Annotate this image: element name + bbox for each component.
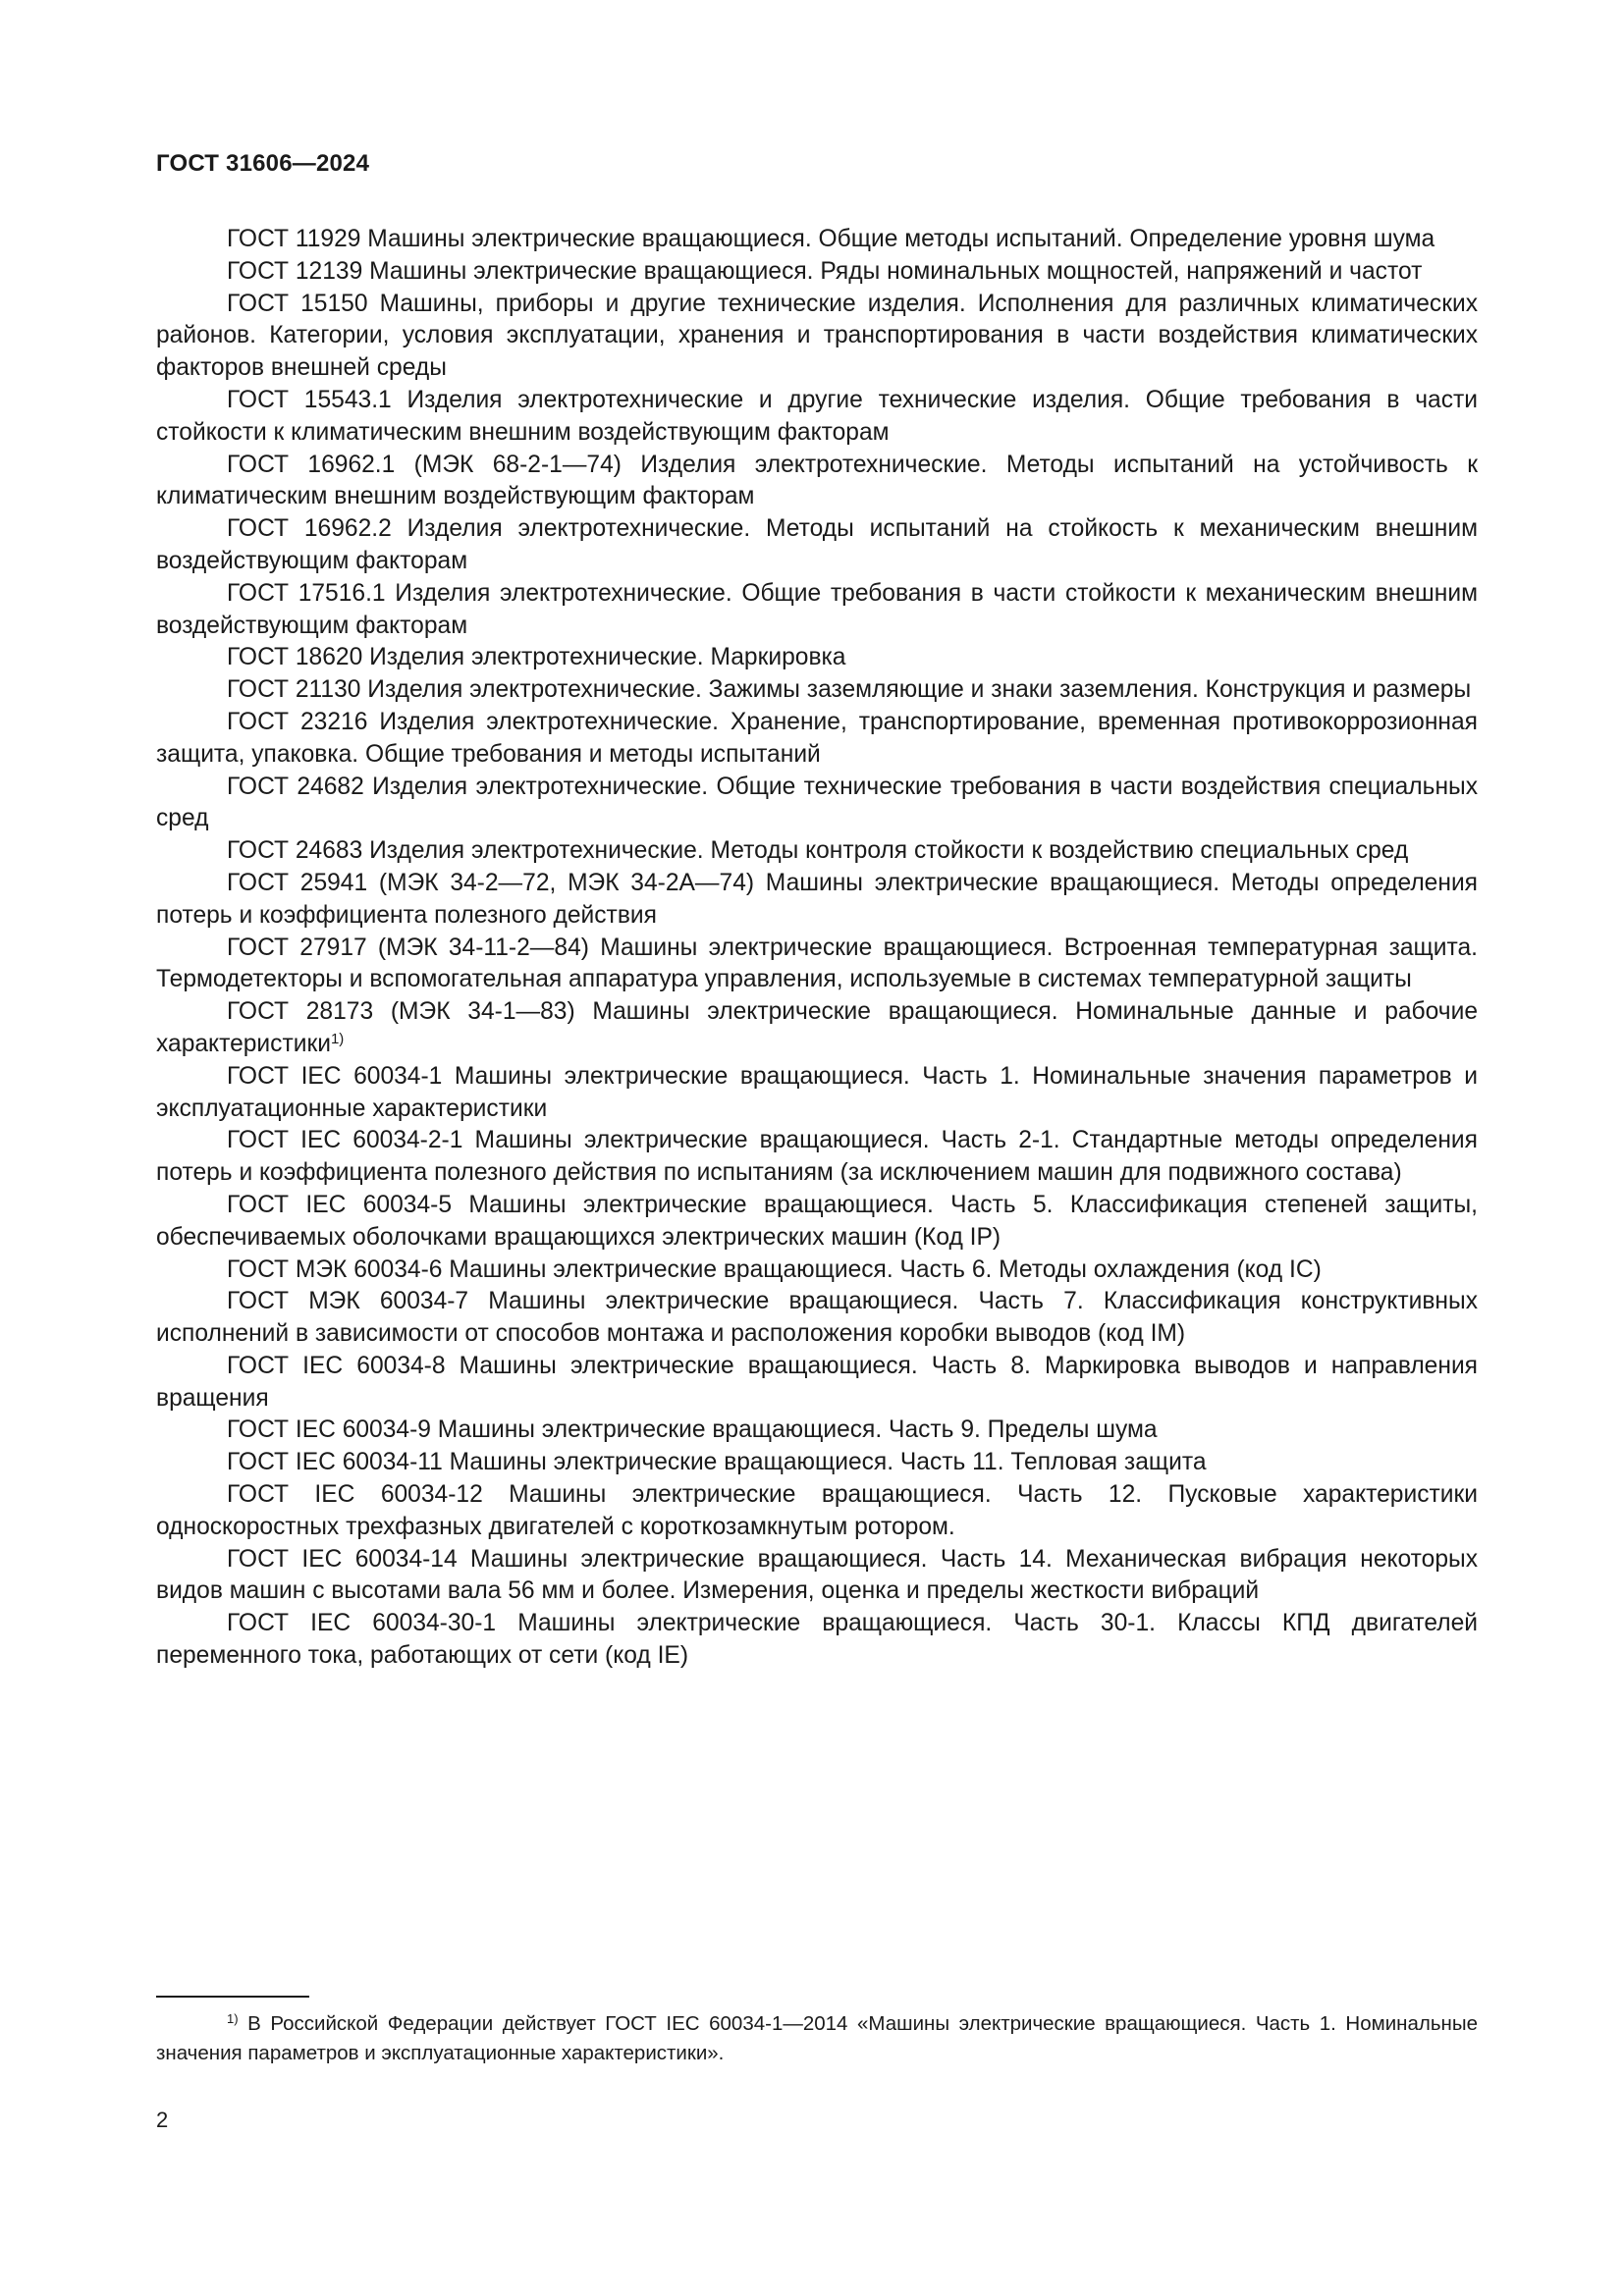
- reference-item: [156, 835, 1478, 868]
- reference-text: ГОСТ 16962.2 Изделия электротехнические. Методы испытаний на стойкость к механическим внешним воздействующим факторам: [156, 515, 1478, 574]
- reference-text: ГОСТ IEC 60034-14 Машины электрические вращающиеся. Часть 14. Механическая вибрация некоторых видов машин с высотами вала 56 мм и более. Измерения, оценка и пределы жесткости вибраций: [156, 1545, 1478, 1605]
- reference-text: ГОСТ IEC 60034-30-1 Машины электрические вращающиеся. Часть 30-1. Классы КПД двигателей переменного тока, работающих от сети (код IE): [156, 1610, 1478, 1670]
- reference-item: [156, 996, 1478, 1061]
- reference-item: [156, 1125, 1478, 1190]
- reference-item: [156, 1286, 1478, 1351]
- reference-text: ГОСТ 28173 (МЭК 34-1—83) Машины электрические вращающиеся. Номинальные данные и рабочие характеристики: [156, 998, 1478, 1057]
- document-header: ГОСТ 31606—2024: [156, 150, 370, 177]
- reference-text: ГОСТ МЭК 60034-6 Машины электрические вращающиеся. Часть 6. Методы охлаждения (код IC): [227, 1255, 1322, 1283]
- footnote-text: В Российской Федерации действует ГОСТ IEC 60034-1—2014 «Машины электрические вращающиеся. Часть 1. Номинальные значения параметров и эксплуатационные характеристики».: [156, 2012, 1478, 2064]
- reference-text: ГОСТ 11929 Машины электрические вращающиеся. Общие методы испытаний. Определение уровня шума: [227, 226, 1435, 252]
- reference-text: ГОСТ IEC 60034-9 Машины электрические вращающиеся. Часть 9. Пределы шума: [227, 1416, 1158, 1444]
- reference-item: [156, 1190, 1478, 1255]
- reference-item: [156, 513, 1478, 578]
- reference-item: [156, 289, 1478, 385]
- reference-item: [156, 868, 1478, 933]
- reference-text: ГОСТ 25941 (МЭК 34-2—72, МЭК 34-2А—74) Машины электрические вращающиеся. Методы определения потерь и коэффициента полезного действия: [156, 869, 1478, 929]
- footnote-reference: 1): [330, 1030, 345, 1047]
- reference-text: ГОСТ IEC 60034-1 Машины электрические вращающиеся. Часть 1. Номинальные значения параметров и эксплуатационные характеристики: [156, 1062, 1478, 1122]
- reference-item: [156, 674, 1478, 707]
- reference-item: [156, 642, 1478, 674]
- reference-item: [156, 1061, 1478, 1126]
- reference-item: [156, 1479, 1478, 1544]
- reference-text: ГОСТ IEC 60034-11 Машины электрические вращающиеся. Часть 11. Тепловая защита: [227, 1449, 1207, 1476]
- reference-item: [156, 1415, 1478, 1447]
- reference-text: ГОСТ 21130 Изделия электротехнические. Зажимы заземляющие и знаки заземления. Конструкция и размеры: [227, 676, 1472, 704]
- reference-text: ГОСТ IEC 60034-2-1 Машины электрические вращающиеся. Часть 2-1. Стандартные методы определения потерь и коэффициента полезного действия по испытаниям (за исключением машин для подвижного состава): [156, 1127, 1478, 1187]
- footnote-separator: [156, 1996, 309, 1998]
- footnote: [156, 2009, 1478, 2068]
- reference-item: [156, 1608, 1478, 1673]
- reference-item: [156, 1447, 1478, 1479]
- reference-item: [156, 1544, 1478, 1609]
- reference-item: [156, 1255, 1478, 1287]
- reference-item: [156, 578, 1478, 643]
- reference-item: [156, 707, 1478, 772]
- reference-item: [156, 772, 1478, 836]
- reference-text: ГОСТ 24683 Изделия электротехнические. Методы контроля стойкости к воздействию специальных сред: [227, 837, 1409, 865]
- reference-item: [156, 224, 1478, 256]
- reference-text: ГОСТ 16962.1 (МЭК 68-2-1—74) Изделия электротехнические. Методы испытаний на устойчивость к климатическим внешним воздействующим факторам: [156, 451, 1478, 510]
- reference-item: [156, 256, 1478, 289]
- reference-item: [156, 1351, 1478, 1415]
- reference-text: ГОСТ 17516.1 Изделия электротехнические. Общие требования в части стойкости к механическим внешним воздействующим факторам: [156, 579, 1478, 639]
- reference-text: ГОСТ IEC 60034-12 Машины электрические вращающиеся. Часть 12. Пусковые характеристики односкоростных трехфазных двигателей с короткозамкнутым ротором.: [156, 1481, 1478, 1540]
- page-number: 2: [156, 2108, 169, 2132]
- reference-text: ГОСТ 15543.1 Изделия электротехнические и другие технические изделия. Общие требования в части стойкости к климатическим внешним воздействующим факторам: [156, 386, 1478, 446]
- reference-item: [156, 385, 1478, 450]
- reference-text: ГОСТ 18620 Изделия электротехнические. Маркировка: [227, 644, 846, 671]
- reference-text: ГОСТ МЭК 60034-7 Машины электрические вращающиеся. Часть 7. Классификация конструктивных исполнений в зависимости от способов монтажа и расположения коробки выводов (код IM): [156, 1288, 1478, 1348]
- reference-text: ГОСТ 23216 Изделия электротехнические. Хранение, транспортирование, временная противокоррозионная защита, упаковка. Общие требования и методы испытаний: [156, 708, 1478, 768]
- reference-item: [156, 450, 1478, 514]
- reference-text: ГОСТ IEC 60034-5 Машины электрические вращающиеся. Часть 5. Классификация степеней защиты, обеспечиваемых оболочками вращающихся электрических машин (Код IP): [156, 1191, 1478, 1251]
- reference-text: ГОСТ IEC 60034-8 Машины электрические вращающиеся. Часть 8. Маркировка выводов и направления вращения: [156, 1352, 1478, 1412]
- normative-references-list: [156, 224, 1478, 1673]
- reference-text: ГОСТ 24682 Изделия электротехнические. Общие технические требования в части воздействия специальных сред: [156, 773, 1478, 832]
- footnote-marker: 1): [227, 2011, 239, 2026]
- reference-text: ГОСТ 15150 Машины, приборы и другие технические изделия. Исполнения для различных климатических районов. Категории, условия эксплуатации, хранения и транспортирования в части воздействия климатических факторов внешней среды: [156, 290, 1478, 382]
- reference-text: ГОСТ 12139 Машины электрические вращающиеся. Ряды номинальных мощностей, напряжений и частот: [227, 257, 1423, 285]
- reference-item: [156, 933, 1478, 997]
- reference-text: ГОСТ 27917 (МЭК 34-11-2—84) Машины электрические вращающиеся. Встроенная температурная защита. Термодетекторы и вспомогательная аппаратура управления, используемые в системах температурной защиты: [156, 934, 1478, 993]
